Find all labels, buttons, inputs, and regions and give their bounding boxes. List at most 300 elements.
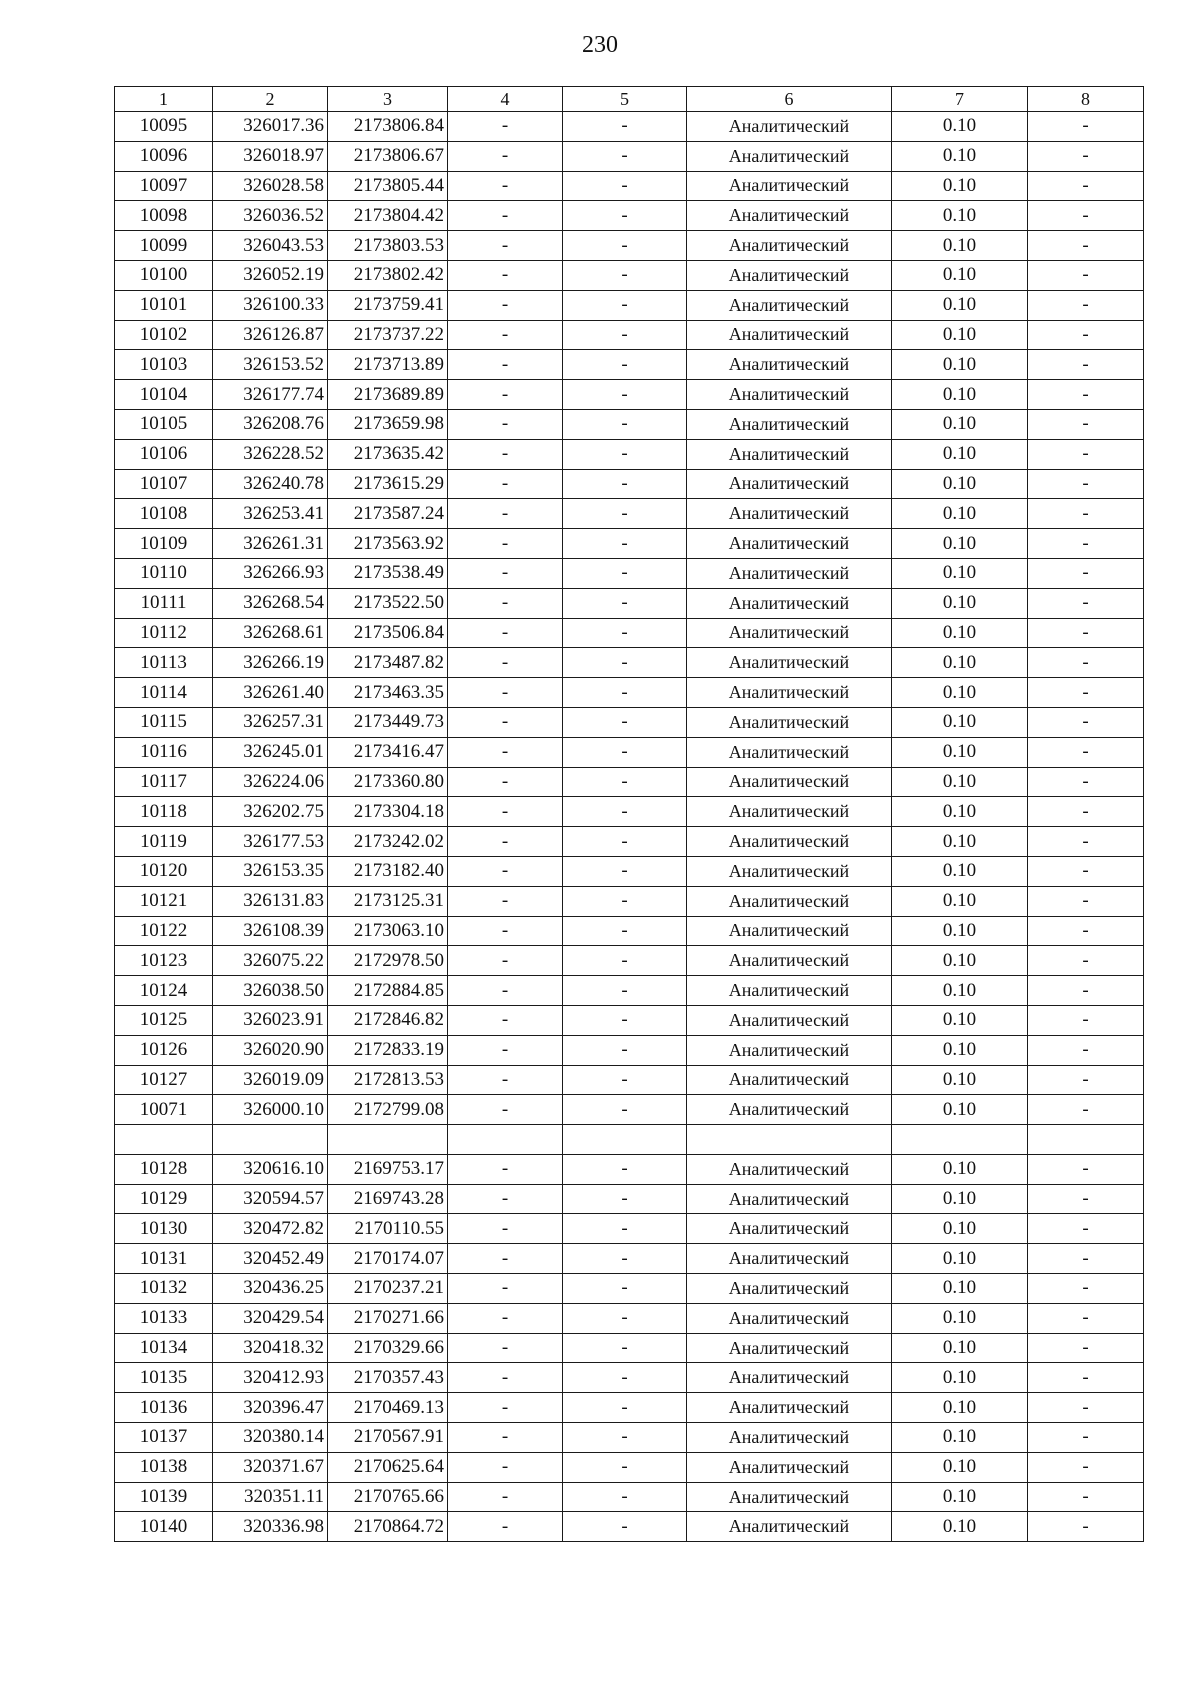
x-coordinate-cell: 326261.40 [213,678,328,708]
y-coordinate-cell: 2173659.98 [328,409,448,439]
col-8-value-cell: - [1028,1005,1144,1035]
point-number-cell: 10107 [115,469,213,499]
y-coordinate-cell: 2170271.66 [328,1303,448,1333]
col-5-value-cell: - [563,1423,687,1453]
point-number-cell: 10110 [115,558,213,588]
x-coordinate-cell [213,1125,328,1155]
method-cell: Аналитический [687,976,892,1006]
table-row [115,618,1144,648]
x-coordinate-cell: 326177.74 [213,380,328,410]
table-row [115,350,1144,380]
method-cell: Аналитический [687,1452,892,1482]
y-coordinate-cell: 2173463.35 [328,678,448,708]
page-number: 230 [582,32,618,58]
y-coordinate-cell: 2173737.22 [328,320,448,350]
table-row [115,1065,1144,1095]
table-row [115,1184,1144,1214]
y-coordinate-cell: 2172846.82 [328,1005,448,1035]
accuracy-cell: 0.10 [892,350,1028,380]
col-8-value-cell [1028,1125,1144,1155]
col-4-value-cell: - [448,320,563,350]
x-coordinate-cell: 320412.93 [213,1363,328,1393]
y-coordinate-cell: 2172799.08 [328,1095,448,1125]
col-4-value-cell: - [448,171,563,201]
column-header: 1 [115,87,213,112]
accuracy-cell: 0.10 [892,469,1028,499]
col-4-value-cell: - [448,1333,563,1363]
accuracy-cell: 0.10 [892,916,1028,946]
table-row [115,469,1144,499]
y-coordinate-cell: 2173689.89 [328,380,448,410]
col-5-value-cell: - [563,409,687,439]
accuracy-cell: 0.10 [892,231,1028,261]
col-8-value-cell: - [1028,409,1144,439]
method-cell: Аналитический [687,737,892,767]
method-cell: Аналитический [687,1274,892,1304]
y-coordinate-cell: 2173416.47 [328,737,448,767]
col-4-value-cell: - [448,588,563,618]
col-5-value-cell: - [563,112,687,142]
x-coordinate-cell: 326028.58 [213,171,328,201]
y-coordinate-cell: 2170237.21 [328,1274,448,1304]
x-coordinate-cell: 320452.49 [213,1244,328,1274]
method-cell: Аналитический [687,678,892,708]
point-number-cell: 10122 [115,916,213,946]
point-number-cell: 10118 [115,797,213,827]
table-row [115,1005,1144,1035]
col-8-value-cell: - [1028,1393,1144,1423]
col-5-value-cell: - [563,1035,687,1065]
table-row [115,678,1144,708]
table-row [115,1244,1144,1274]
col-8-value-cell: - [1028,1512,1144,1542]
col-4-value-cell: - [448,499,563,529]
col-8-value-cell: - [1028,1423,1144,1453]
method-cell: Аналитический [687,380,892,410]
x-coordinate-cell: 326224.06 [213,767,328,797]
point-number-cell: 10119 [115,827,213,857]
col-8-value-cell: - [1028,1274,1144,1304]
accuracy-cell: 0.10 [892,648,1028,678]
method-cell: Аналитический [687,231,892,261]
method-cell: Аналитический [687,1482,892,1512]
col-4-value-cell: - [448,1482,563,1512]
table-row [115,767,1144,797]
y-coordinate-cell: 2173803.53 [328,231,448,261]
y-coordinate-cell: 2170329.66 [328,1333,448,1363]
col-4-value-cell: - [448,1452,563,1482]
col-4-value-cell: - [448,797,563,827]
x-coordinate-cell: 326153.35 [213,856,328,886]
col-8-value-cell: - [1028,350,1144,380]
col-5-value-cell: - [563,558,687,588]
point-number-cell: 10133 [115,1303,213,1333]
col-4-value-cell: - [448,290,563,320]
col-5-value-cell: - [563,439,687,469]
point-number-cell: 10071 [115,1095,213,1125]
accuracy-cell: 0.10 [892,1303,1028,1333]
y-coordinate-cell: 2173805.44 [328,171,448,201]
y-coordinate-cell: 2172884.85 [328,976,448,1006]
method-cell: Аналитический [687,1303,892,1333]
x-coordinate-cell: 326266.19 [213,648,328,678]
col-5-value-cell: - [563,141,687,171]
table-row [115,1125,1144,1155]
table-row [115,707,1144,737]
accuracy-cell: 0.10 [892,320,1028,350]
method-cell: Аналитический [687,112,892,142]
col-4-value-cell: - [448,112,563,142]
y-coordinate-cell: 2173538.49 [328,558,448,588]
point-number-cell: 10098 [115,201,213,231]
table-row [115,529,1144,559]
x-coordinate-cell: 326000.10 [213,1095,328,1125]
accuracy-cell: 0.10 [892,499,1028,529]
col-5-value-cell: - [563,469,687,499]
method-cell: Аналитический [687,648,892,678]
col-5-value-cell: - [563,678,687,708]
col-4-value-cell: - [448,856,563,886]
col-4-value-cell: - [448,1303,563,1333]
col-5-value-cell: - [563,1005,687,1035]
col-4-value-cell: - [448,201,563,231]
y-coordinate-cell: 2173806.84 [328,112,448,142]
col-8-value-cell: - [1028,797,1144,827]
method-cell: Аналитический [687,1333,892,1363]
accuracy-cell: 0.10 [892,141,1028,171]
method-cell: Аналитический [687,499,892,529]
x-coordinate-cell: 320380.14 [213,1423,328,1453]
table-row [115,112,1144,142]
col-5-value-cell: - [563,916,687,946]
col-8-value-cell: - [1028,558,1144,588]
col-4-value-cell: - [448,1423,563,1453]
accuracy-cell: 0.10 [892,946,1028,976]
method-cell: Аналитический [687,1035,892,1065]
table-row [115,588,1144,618]
method-cell: Аналитический [687,856,892,886]
y-coordinate-cell: 2173563.92 [328,529,448,559]
table-row [115,439,1144,469]
accuracy-cell: 0.10 [892,1274,1028,1304]
table-row [115,320,1144,350]
accuracy-cell: 0.10 [892,290,1028,320]
point-number-cell: 10124 [115,976,213,1006]
col-4-value-cell: - [448,707,563,737]
x-coordinate-cell: 326043.53 [213,231,328,261]
col-5-value-cell: - [563,1154,687,1184]
point-number-cell: 10130 [115,1214,213,1244]
col-5-value-cell: - [563,588,687,618]
col-5-value-cell: - [563,707,687,737]
col-8-value-cell: - [1028,946,1144,976]
method-cell: Аналитический [687,201,892,231]
point-number-cell: 10096 [115,141,213,171]
x-coordinate-cell: 320396.47 [213,1393,328,1423]
col-5-value-cell: - [563,201,687,231]
table-row [115,1274,1144,1304]
col-4-value-cell: - [448,350,563,380]
col-4-value-cell: - [448,529,563,559]
y-coordinate-cell: 2173182.40 [328,856,448,886]
method-cell: Аналитический [687,141,892,171]
col-5-value-cell: - [563,1274,687,1304]
col-8-value-cell: - [1028,1363,1144,1393]
col-8-value-cell: - [1028,260,1144,290]
column-header: 2 [213,87,328,112]
col-8-value-cell: - [1028,618,1144,648]
col-5-value-cell [563,1125,687,1155]
y-coordinate-cell: 2172978.50 [328,946,448,976]
point-number-cell: 10115 [115,707,213,737]
y-coordinate-cell: 2173635.42 [328,439,448,469]
y-coordinate-cell: 2173522.50 [328,588,448,618]
table-row [115,1214,1144,1244]
x-coordinate-cell: 320336.98 [213,1512,328,1542]
col-8-value-cell: - [1028,588,1144,618]
y-coordinate-cell: 2169753.17 [328,1154,448,1184]
column-header: 3 [328,87,448,112]
y-coordinate-cell: 2173063.10 [328,916,448,946]
method-cell: Аналитический [687,320,892,350]
point-number-cell: 10097 [115,171,213,201]
column-header: 6 [687,87,892,112]
col-4-value-cell: - [448,946,563,976]
accuracy-cell: 0.10 [892,737,1028,767]
method-cell: Аналитический [687,1363,892,1393]
col-8-value-cell: - [1028,141,1144,171]
col-8-value-cell: - [1028,707,1144,737]
col-8-value-cell: - [1028,171,1144,201]
table-row [115,976,1144,1006]
method-cell: Аналитический [687,529,892,559]
col-8-value-cell: - [1028,856,1144,886]
method-cell: Аналитический [687,1095,892,1125]
point-number-cell: 10123 [115,946,213,976]
x-coordinate-cell: 326100.33 [213,290,328,320]
col-5-value-cell: - [563,290,687,320]
table-row [115,1512,1144,1542]
col-8-value-cell: - [1028,886,1144,916]
col-5-value-cell: - [563,1303,687,1333]
col-5-value-cell: - [563,946,687,976]
col-4-value-cell: - [448,380,563,410]
col-5-value-cell: - [563,1363,687,1393]
x-coordinate-cell: 326208.76 [213,409,328,439]
col-8-value-cell: - [1028,1214,1144,1244]
col-4-value-cell: - [448,1512,563,1542]
col-8-value-cell: - [1028,231,1144,261]
col-4-value-cell: - [448,1184,563,1214]
column-header: 5 [563,87,687,112]
x-coordinate-cell: 320418.32 [213,1333,328,1363]
point-number-cell: 10137 [115,1423,213,1453]
x-coordinate-cell: 326202.75 [213,797,328,827]
method-cell: Аналитический [687,1154,892,1184]
point-number-cell: 10117 [115,767,213,797]
point-number-cell: 10120 [115,856,213,886]
point-number-cell: 10104 [115,380,213,410]
method-cell: Аналитический [687,290,892,320]
y-coordinate-cell: 2173125.31 [328,886,448,916]
accuracy-cell: 0.10 [892,976,1028,1006]
method-cell: Аналитический [687,946,892,976]
method-cell: Аналитический [687,1244,892,1274]
accuracy-cell: 0.10 [892,1154,1028,1184]
col-4-value-cell: - [448,558,563,588]
table-row [115,1423,1144,1453]
col-5-value-cell: - [563,797,687,827]
col-4-value-cell: - [448,1244,563,1274]
col-5-value-cell: - [563,886,687,916]
y-coordinate-cell: 2173487.82 [328,648,448,678]
col-5-value-cell: - [563,1065,687,1095]
col-4-value-cell: - [448,1065,563,1095]
method-cell: Аналитический [687,886,892,916]
col-8-value-cell: - [1028,320,1144,350]
table-row [115,171,1144,201]
accuracy-cell: 0.10 [892,260,1028,290]
method-cell: Аналитический [687,1393,892,1423]
col-4-value-cell: - [448,1274,563,1304]
point-number-cell: 10100 [115,260,213,290]
col-5-value-cell: - [563,1393,687,1423]
col-4-value-cell: - [448,439,563,469]
method-cell: Аналитический [687,1005,892,1035]
method-cell: Аналитический [687,1214,892,1244]
point-number-cell: 10127 [115,1065,213,1095]
x-coordinate-cell: 326177.53 [213,827,328,857]
y-coordinate-cell: 2170174.07 [328,1244,448,1274]
col-5-value-cell: - [563,1095,687,1125]
point-number-cell: 10140 [115,1512,213,1542]
accuracy-cell: 0.10 [892,112,1028,142]
column-header: 4 [448,87,563,112]
table-row [115,231,1144,261]
accuracy-cell [892,1125,1028,1155]
table-row [115,886,1144,916]
method-cell: Аналитический [687,171,892,201]
column-header: 7 [892,87,1028,112]
y-coordinate-cell [328,1125,448,1155]
accuracy-cell: 0.10 [892,827,1028,857]
col-4-value-cell: - [448,916,563,946]
col-4-value-cell: - [448,737,563,767]
table-row [115,499,1144,529]
col-5-value-cell: - [563,1452,687,1482]
table-row [115,201,1144,231]
accuracy-cell: 0.10 [892,1333,1028,1363]
y-coordinate-cell: 2173304.18 [328,797,448,827]
table-row [115,827,1144,857]
point-number-cell: 10126 [115,1035,213,1065]
col-4-value-cell: - [448,886,563,916]
x-coordinate-cell: 326052.19 [213,260,328,290]
col-4-value-cell: - [448,231,563,261]
accuracy-cell: 0.10 [892,1214,1028,1244]
x-coordinate-cell: 326023.91 [213,1005,328,1035]
accuracy-cell: 0.10 [892,1065,1028,1095]
col-5-value-cell: - [563,231,687,261]
col-4-value-cell: - [448,1095,563,1125]
x-coordinate-cell: 326126.87 [213,320,328,350]
col-4-value-cell: - [448,827,563,857]
col-8-value-cell: - [1028,380,1144,410]
accuracy-cell: 0.10 [892,678,1028,708]
col-8-value-cell: - [1028,827,1144,857]
col-8-value-cell: - [1028,648,1144,678]
method-cell: Аналитический [687,1184,892,1214]
point-number-cell: 10134 [115,1333,213,1363]
x-coordinate-cell: 326018.97 [213,141,328,171]
table-row [115,558,1144,588]
table-row [115,1452,1144,1482]
point-number-cell: 10128 [115,1154,213,1184]
accuracy-cell: 0.10 [892,1482,1028,1512]
y-coordinate-cell: 2169743.28 [328,1184,448,1214]
accuracy-cell: 0.10 [892,529,1028,559]
col-4-value-cell: - [448,976,563,1006]
col-5-value-cell: - [563,499,687,529]
x-coordinate-cell: 320472.82 [213,1214,328,1244]
accuracy-cell: 0.10 [892,1393,1028,1423]
accuracy-cell: 0.10 [892,1244,1028,1274]
point-number-cell: 10131 [115,1244,213,1274]
point-number-cell: 10102 [115,320,213,350]
y-coordinate-cell: 2170864.72 [328,1512,448,1542]
point-number-cell: 10101 [115,290,213,320]
accuracy-cell: 0.10 [892,380,1028,410]
point-number-cell: 10099 [115,231,213,261]
method-cell: Аналитический [687,558,892,588]
table-row [115,797,1144,827]
x-coordinate-cell: 326266.93 [213,558,328,588]
col-8-value-cell: - [1028,499,1144,529]
col-8-value-cell: - [1028,1482,1144,1512]
table-header-row [115,87,1144,112]
col-8-value-cell: - [1028,439,1144,469]
method-cell [687,1125,892,1155]
table-row [115,380,1144,410]
y-coordinate-cell: 2173615.29 [328,469,448,499]
y-coordinate-cell: 2172833.19 [328,1035,448,1065]
point-number-cell: 10129 [115,1184,213,1214]
col-4-value-cell: - [448,409,563,439]
col-4-value-cell: - [448,260,563,290]
col-5-value-cell: - [563,171,687,201]
point-number-cell: 10135 [115,1363,213,1393]
accuracy-cell: 0.10 [892,797,1028,827]
accuracy-cell: 0.10 [892,171,1028,201]
x-coordinate-cell: 320351.11 [213,1482,328,1512]
method-cell: Аналитический [687,439,892,469]
x-coordinate-cell: 326268.61 [213,618,328,648]
table-row [115,1363,1144,1393]
x-coordinate-cell: 320429.54 [213,1303,328,1333]
col-5-value-cell: - [563,320,687,350]
table-row [115,1035,1144,1065]
point-number-cell: 10136 [115,1393,213,1423]
method-cell: Аналитический [687,827,892,857]
x-coordinate-cell: 326257.31 [213,707,328,737]
table-row [115,1154,1144,1184]
y-coordinate-cell: 2170110.55 [328,1214,448,1244]
x-coordinate-cell: 326228.52 [213,439,328,469]
accuracy-cell: 0.10 [892,409,1028,439]
x-coordinate-cell: 320616.10 [213,1154,328,1184]
accuracy-cell: 0.10 [892,201,1028,231]
method-cell: Аналитический [687,588,892,618]
